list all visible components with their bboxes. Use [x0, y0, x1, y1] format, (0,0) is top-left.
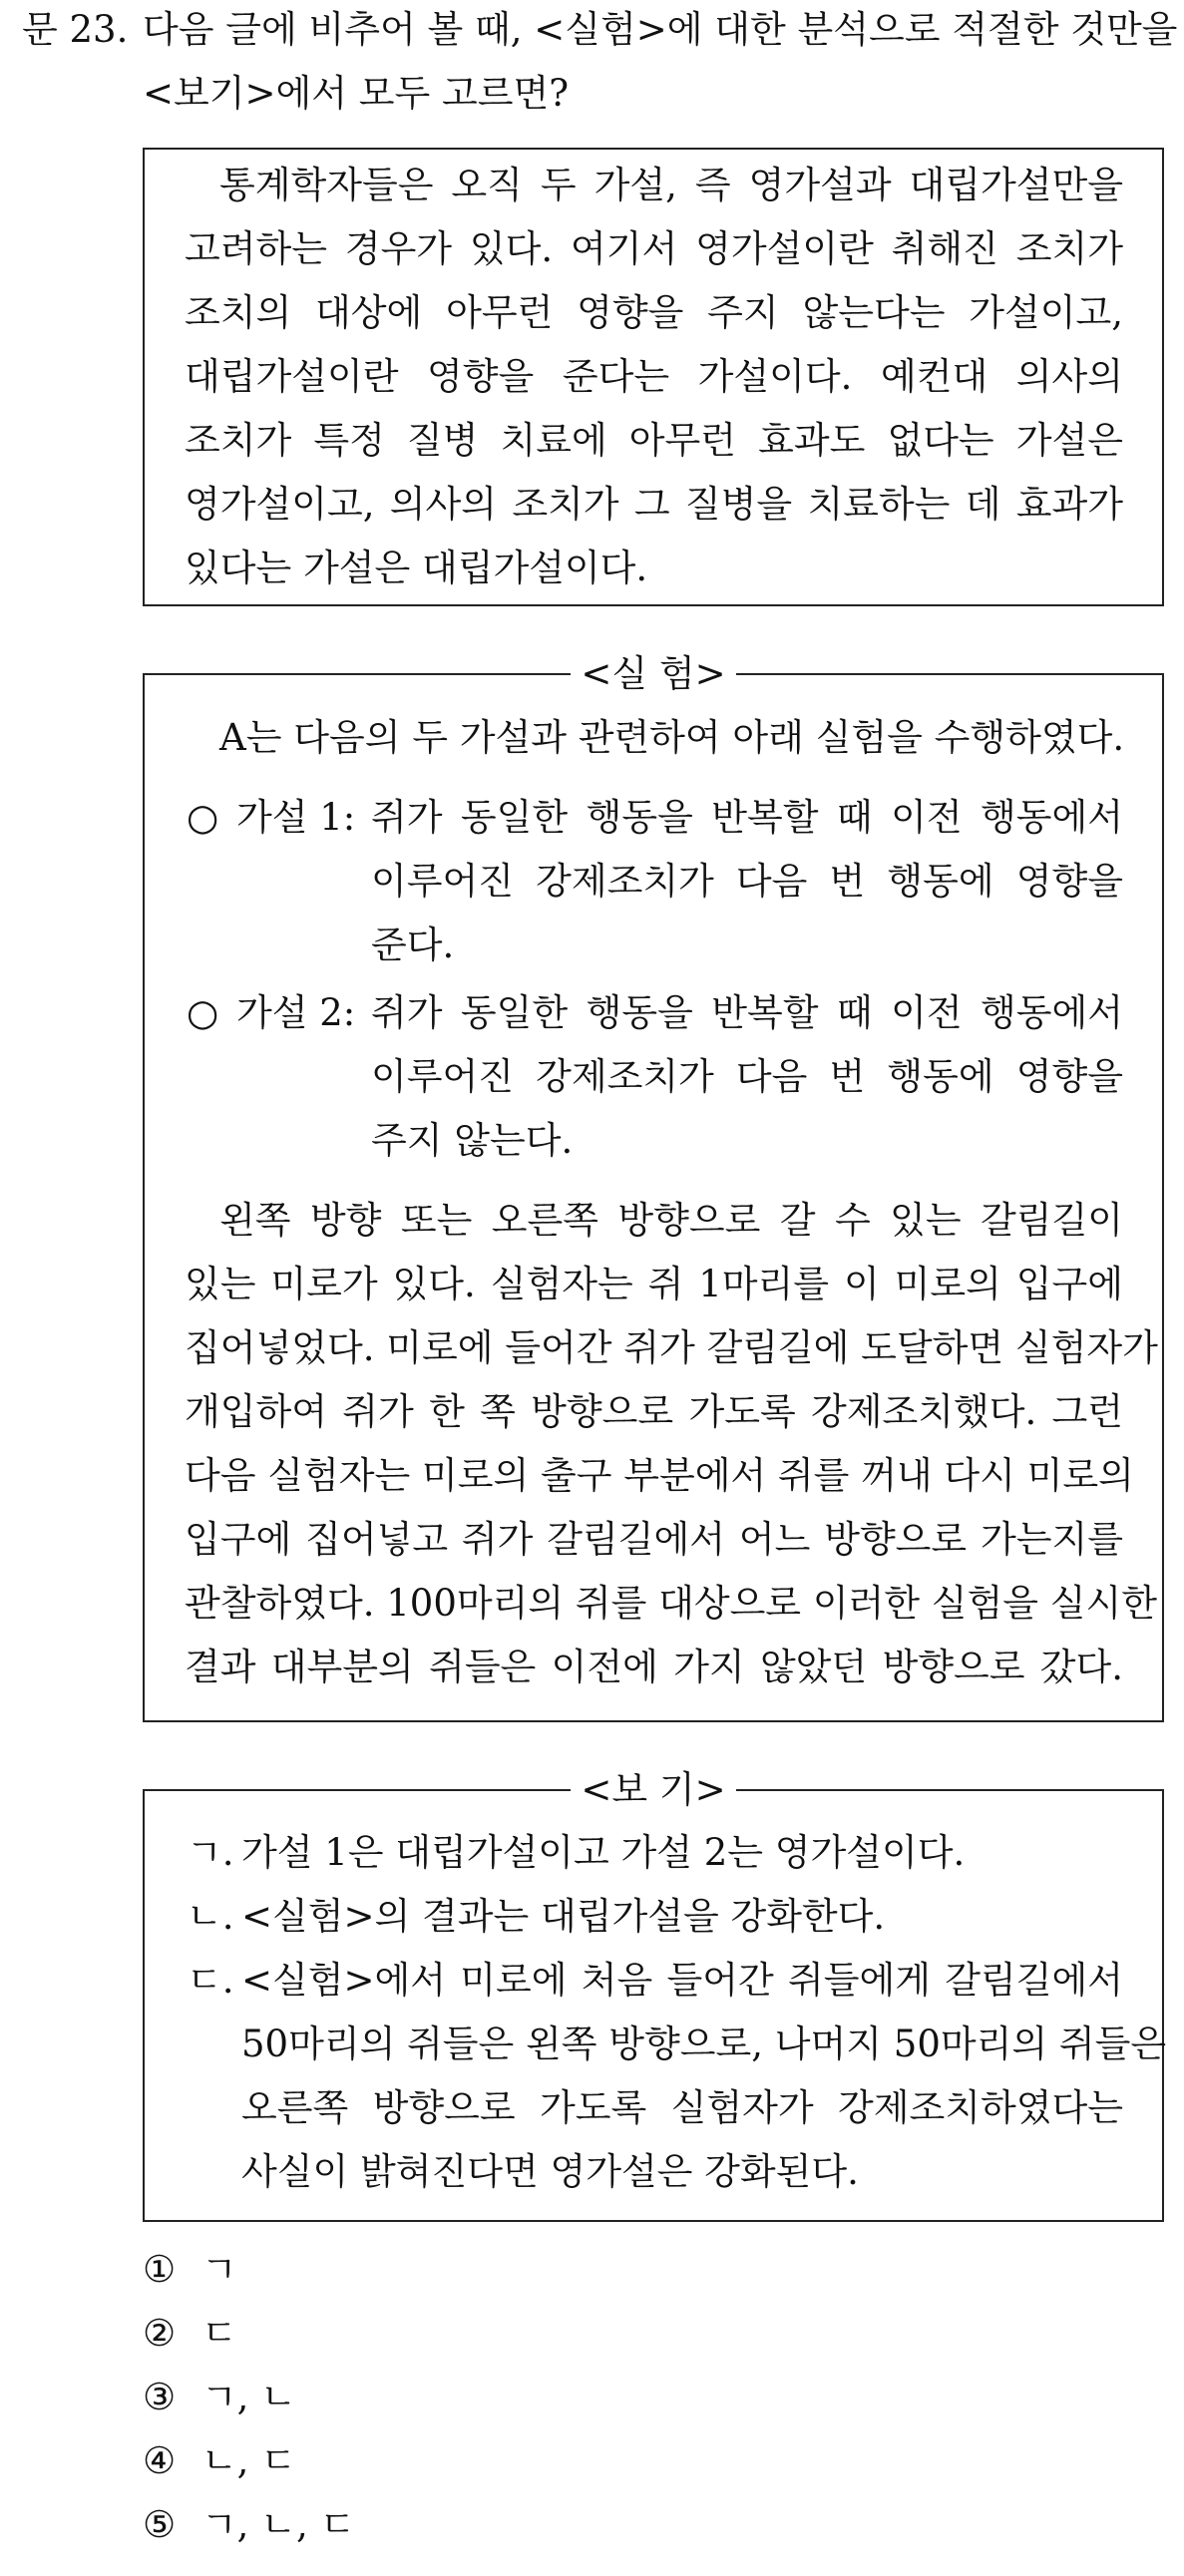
choice-number: ⑤ — [143, 2503, 177, 2546]
passage-line: 대립가설이란 영향을 준다는 가설이다. 예컨대 의사의 — [185, 355, 1123, 398]
hypothesis-bullet: ○ — [187, 796, 219, 839]
bogi-item-marker: ㄷ. — [187, 1959, 234, 2002]
choice-text: ㄱ — [200, 2248, 237, 2291]
bogi-item-line: 50마리의 쥐들은 왼쪽 방향으로, 나머지 50마리의 쥐들은 — [241, 2023, 1167, 2065]
choice-number: ② — [143, 2312, 177, 2355]
hypothesis-text-line: 준다. — [371, 923, 455, 966]
choice-number: ④ — [143, 2439, 177, 2482]
experiment-body-line: 관찰하였다. 100마리의 쥐를 대상으로 이러한 실험을 실시한 — [185, 1582, 1158, 1625]
bogi-title-label: <보 기> — [571, 1768, 735, 1812]
answer-choice-1[interactable] — [143, 2248, 237, 2292]
choice-text: ㄷ — [200, 2312, 237, 2355]
experiment-body-line: 결과 대부분의 쥐들은 이전에 가지 않았던 방향으로 갔다. — [185, 1646, 1123, 1688]
choice-text: ㄴ, ㄷ — [200, 2439, 296, 2482]
experiment-body-line: 다음 실험자는 미로의 출구 부분에서 쥐를 꺼내 다시 미로의 — [185, 1454, 1134, 1497]
bogi-item-line: 사실이 밝혀진다면 영가설은 강화된다. — [241, 2150, 859, 2193]
question-stem-line-2: <보기>에서 모두 고르면? — [143, 72, 570, 115]
bogi-item-marker: ㄱ. — [187, 1831, 234, 1874]
answer-choice-5[interactable] — [143, 2503, 355, 2547]
question-number: 문 23. — [22, 8, 129, 51]
experiment-body-line: 개입하여 쥐가 한 쪽 방향으로 가도록 강제조치했다. 그런 — [185, 1390, 1123, 1433]
bogi-item-line: <실험>의 결과는 대립가설을 강화한다. — [241, 1895, 886, 1938]
passage-line: 조치가 특정 질병 치료에 아무런 효과도 없다는 가설은 — [185, 419, 1123, 462]
experiment-body-line: 입구에 집어넣고 쥐가 갈림길에서 어느 방향으로 가는지를 — [185, 1518, 1123, 1561]
choice-number: ③ — [143, 2376, 177, 2418]
passage-line: 조치의 대상에 아무런 영향을 주지 않는다는 가설이고, — [185, 291, 1123, 334]
answer-choice-2[interactable] — [143, 2312, 237, 2356]
passage-line: 있다는 가설은 대립가설이다. — [185, 547, 648, 589]
bogi-item-line: 오른쪽 방향으로 가도록 실험자가 강제조치하였다는 — [241, 2086, 1123, 2129]
choice-text: ㄱ, ㄴ, ㄷ — [200, 2503, 356, 2546]
question-stem-line-1: 다음 글에 비추어 볼 때, <실험>에 대한 분석으로 적절한 것만을 — [143, 8, 1178, 51]
hypothesis-label: 가설 1: — [236, 796, 356, 839]
hypothesis-text-line: 이루어진 강제조치가 다음 번 행동에 영향을 — [371, 1055, 1123, 1098]
hypothesis-bullet: ○ — [187, 991, 219, 1034]
choice-text: ㄱ, ㄴ — [200, 2376, 296, 2418]
hypothesis-label: 가설 2: — [236, 991, 356, 1034]
experiment-body-line: 왼쪽 방향 또는 오른쪽 방향으로 갈 수 있는 갈림길이 — [219, 1199, 1123, 1242]
bogi-item-line: <실험>에서 미로에 처음 들어간 쥐들에게 갈림길에서 — [241, 1959, 1123, 2002]
passage-line: 영가설이고, 의사의 조치가 그 질병을 치료하는 데 효과가 — [185, 483, 1123, 526]
hypothesis-text-line: 쥐가 동일한 행동을 반복할 때 이전 행동에서 — [371, 796, 1123, 839]
hypothesis-text-line: 주지 않는다. — [371, 1119, 574, 1162]
hypothesis-text-line: 이루어진 강제조치가 다음 번 행동에 영향을 — [371, 860, 1123, 903]
choice-number: ① — [143, 2248, 177, 2291]
hypothesis-text-line: 쥐가 동일한 행동을 반복할 때 이전 행동에서 — [371, 991, 1123, 1034]
experiment-intro: A는 다음의 두 가설과 관련하여 아래 실험을 수행하였다. — [219, 716, 1125, 759]
passage-line: 통계학자들은 오직 두 가설, 즉 영가설과 대립가설만을 — [219, 164, 1123, 206]
experiment-title-label: <실 험> — [571, 652, 735, 696]
experiment-body-line: 집어넣었다. 미로에 들어간 쥐가 갈림길에 도달하면 실험자가 — [185, 1326, 1158, 1369]
answer-choice-3[interactable] — [143, 2376, 296, 2419]
bogi-item-line: 가설 1은 대립가설이고 가설 2는 영가설이다. — [241, 1831, 966, 1874]
passage-line: 고려하는 경우가 있다. 여기서 영가설이란 취해진 조치가 — [185, 227, 1123, 270]
experiment-body-line: 있는 미로가 있다. 실험자는 쥐 1마리를 이 미로의 입구에 — [185, 1263, 1123, 1305]
answer-choice-4[interactable] — [143, 2439, 296, 2483]
bogi-item-marker: ㄴ. — [187, 1895, 234, 1938]
